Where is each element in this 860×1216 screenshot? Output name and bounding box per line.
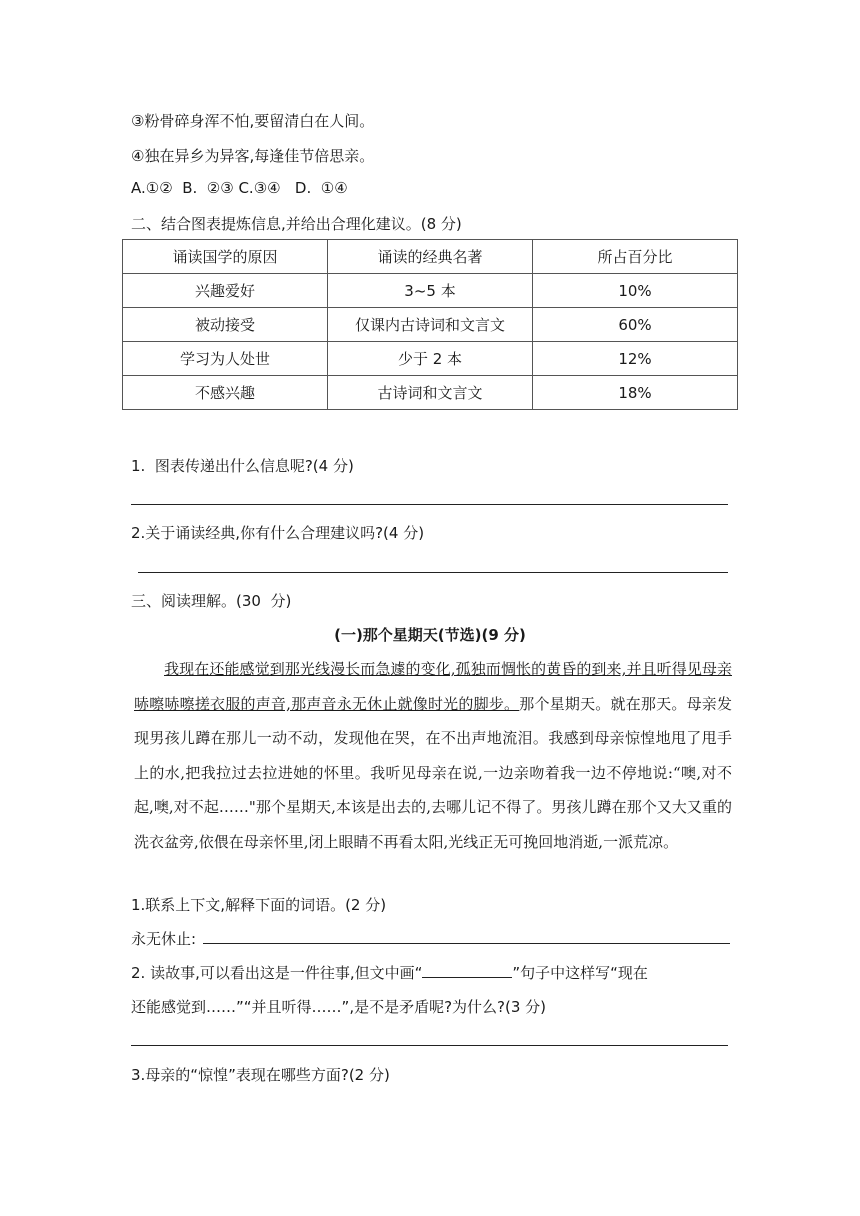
table-cell: 被动接受 [123,308,328,342]
question-3-2-line-1 [131,962,648,983]
table-row [123,376,738,410]
table-cell: 18% [533,376,738,410]
option-item-3: ③粉骨碎身浑不怕,要留清白在人间。 [131,112,375,130]
question-3-2-prefix: 2. 读故事,可以看出这是一件往事,但文中画“ [131,964,423,982]
term-label: 永无休止: [131,930,197,948]
question-3-1: 1.联系上下文,解释下面的词语。(2 分) [131,896,387,914]
underlined-sentence: 我现在还能感觉到那光线漫长而急遽的变化,孤独而惆怅的黄昏的到来,并且听得见母亲哧嚓哧嚓搓衣服的声音,那声音永无休止就像时光的脚步。 [134,660,732,713]
table-header: 诵读国学的原因 [123,240,328,274]
answer-line[interactable] [131,1045,728,1046]
table-cell: 少于 2 本 [328,342,533,376]
answer-line[interactable] [138,572,728,573]
table-row [123,342,738,376]
table-cell: 仅课内古诗词和文言文 [328,308,533,342]
table-row [123,308,738,342]
blank-fill[interactable] [422,963,512,978]
answer-line[interactable] [203,943,730,944]
question-3-2-suffix: ”句子中这样写“现在 [512,964,648,982]
table-cell: 10% [533,274,738,308]
table-cell: 兴趣爱好 [123,274,328,308]
survey-table [122,239,738,410]
answer-line[interactable] [131,504,728,505]
table-row [123,274,738,308]
passage-title: (一)那个星期天(节选)(9 分) [334,626,526,644]
table-cell: 3~5 本 [328,274,533,308]
question-3-2-line-2: 还能感觉到……”“并且听得……”,是不是矛盾呢?为什么?(3 分) [131,998,547,1016]
option-item-4: ④独在异乡为异客,每逢佳节倍思亲。 [131,147,375,165]
answer-choices: A.①② B. ②③ C.③④ D. ①④ [131,179,348,197]
table-header: 诵读的经典名著 [328,240,533,274]
question-3-3: 3.母亲的“惊惶”表现在哪些方面?(2 分) [131,1066,390,1084]
table-cell: 不感兴趣 [123,376,328,410]
reading-passage [134,652,732,859]
question-2-1: 1. 图表传递出什么信息呢?(4 分) [131,457,354,475]
table-header: 所占百分比 [533,240,738,274]
passage-body: 那个星期天。就在那天。母亲发现男孩儿蹲在那儿一动不动，发现他在哭，在不出声地流泪。我感到母亲惊惶地甩了甩手上的水,把我拉过去拉进她的怀里。我听见母亲在说,一边亲吻着我一边不停地说:“噢,对不起,噢,对不起……"那个星期天,本该是出去的,去哪儿记不得了。男孩儿蹲在那个又大又重的洗衣盆旁,依偎在母亲怀里,闭上眼睛不再看太阳,光线正无可挽回地消逝,一派荒凉。 [134,694,732,851]
question-2-2: 2.关于诵读经典,你有什么合理建议吗?(4 分) [131,524,425,542]
table-cell: 12% [533,342,738,376]
table-header-row [123,240,738,274]
section-3-heading: 三、阅读理解。(30 分) [131,592,292,610]
section-2-heading: 二、结合图表提炼信息,并给出合理化建议。(8 分) [131,215,462,233]
table-cell: 古诗词和文言文 [328,376,533,410]
table-cell: 60% [533,308,738,342]
table-cell: 学习为人处世 [123,342,328,376]
